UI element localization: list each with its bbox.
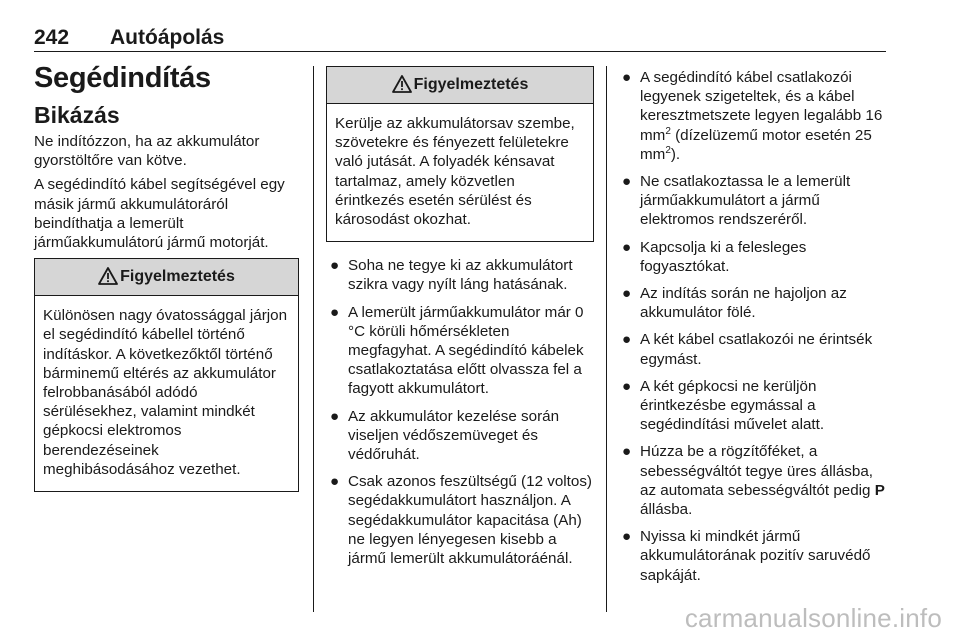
list-item-text: Az akkumulátor kezelése során viseljen védőszemüveget és védőruhát. bbox=[348, 407, 560, 464]
warning-title: Figyelmeztetés bbox=[120, 268, 235, 286]
list-item bbox=[618, 377, 888, 435]
list-item-text: Húzza be a rögzítőféket, a sebességváltót tegye üres állásba, az automata sebességváltót pedig bbox=[640, 443, 875, 499]
gear-position-label: P bbox=[874, 481, 885, 499]
section-title: Autóápolás bbox=[110, 26, 225, 49]
list-item-text: Csak azonos feszültségű (12 voltos) segédakkumulátort használjon. A segédakkumulátor kapacitása (Ah) ne legyen lényegesen kisebb a jármű lemerült akkumulátoráénál. bbox=[348, 473, 592, 568]
warning-triangle-icon bbox=[392, 75, 412, 93]
bullet-dot: ● bbox=[622, 285, 632, 303]
list-item-text: Az indítás során ne hajoljon az akkumulátor fölé. bbox=[640, 285, 847, 322]
column-3 bbox=[618, 68, 888, 593]
warning-box-2 bbox=[326, 66, 594, 242]
warning-header bbox=[327, 67, 593, 104]
list-item bbox=[618, 238, 888, 276]
list-item-text: A két gépkocsi ne kerüljön érintkezésbe egymással a segédindítási művelet alatt. bbox=[640, 377, 825, 434]
list-item-text: A segédindító kábel csatlakozói legyenek szigeteltek, és a kábel keresztmetszete legyen legalább 16 mm bbox=[640, 69, 883, 144]
list-item bbox=[326, 407, 594, 465]
list-item-text: A két kábel csatlakozói ne érintsék egymást. bbox=[640, 331, 873, 368]
bullet-dot: ● bbox=[622, 331, 632, 349]
list-item bbox=[326, 472, 594, 568]
list-item-text: ). bbox=[670, 145, 681, 163]
list-item bbox=[618, 330, 888, 368]
column-divider-2 bbox=[606, 66, 607, 612]
paragraph-2: A segédindító kábel segítségével egy másik jármű akkumulátoráról beindíthatja a lemerült járműakkumulátorú jármű motorját. bbox=[34, 176, 285, 252]
list-item bbox=[618, 172, 888, 230]
warning-title: Figyelmeztetés bbox=[413, 76, 529, 93]
bullet-list-col3 bbox=[618, 68, 888, 585]
list-item bbox=[618, 442, 888, 519]
column-2 bbox=[326, 66, 594, 576]
warning-header bbox=[35, 259, 298, 296]
list-item bbox=[326, 256, 594, 294]
column-1 bbox=[34, 58, 299, 492]
list-item-text: A lemerült járműakkumulátor már 0 °C körüli hőmérsékleten megfagyhat. A segédindító kábelek csatlakoztatása előtt olvassza fel a fagyott akkumulátort. bbox=[348, 303, 584, 398]
header-divider bbox=[34, 51, 886, 52]
list-item bbox=[618, 284, 888, 322]
watermark: carmanualsonline.info bbox=[684, 603, 942, 633]
list-item bbox=[326, 303, 594, 399]
list-item bbox=[618, 527, 888, 585]
list-item-text: Ne csatlakoztassa le a lemerült járműakkumulátort a jármű elektromos rendszeréről. bbox=[640, 173, 851, 229]
page-number: 242 bbox=[34, 26, 70, 49]
column-divider-1 bbox=[313, 66, 314, 612]
superscript: 2 bbox=[665, 144, 671, 156]
subsection-title: Bikázás bbox=[34, 102, 120, 128]
bullet-dot: ● bbox=[622, 443, 632, 461]
chapter-title: Segédindítás bbox=[34, 62, 211, 94]
warning-text: Különösen nagy óvatossággal járjon el segédindító kábellel történő indításkor. A következőktől történő bárminemű eltérés az akkumulátor felrobbanásából adódó sérülésekhez, valamint mindkét gépkocsi elektromos berendezéseinek meghibásodásához vezethet. bbox=[43, 307, 288, 478]
paragraph-1: Ne indítózzon, ha az akkumulátor gyorstöltőre van kötve. bbox=[34, 133, 260, 170]
bullet-dot: ● bbox=[622, 377, 632, 395]
list-item-text: Soha ne tegye ki az akkumulátort szikra vagy nyílt láng hatásának. bbox=[348, 257, 573, 294]
bullet-dot: ● bbox=[622, 238, 632, 256]
bullet-dot: ● bbox=[622, 528, 632, 546]
bullet-dot: ● bbox=[330, 257, 340, 275]
list-item-text: Nyissa ki mindkét jármű akkumulátorának pozitív saruvédő sapkáját. bbox=[640, 528, 871, 584]
warning-triangle-icon bbox=[98, 267, 118, 285]
superscript: 2 bbox=[665, 125, 671, 137]
bullet-dot: ● bbox=[622, 173, 632, 191]
warning-box-1 bbox=[34, 258, 299, 492]
list-item-text: (dízelüzemű motor esetén 25 mm bbox=[640, 126, 872, 163]
list-item-text: Kapcsolja ki a felesleges fogyasztókat. bbox=[640, 238, 807, 275]
bullet-list-col2 bbox=[326, 256, 594, 568]
bullet-dot: ● bbox=[330, 407, 340, 425]
list-item-text: állásba. bbox=[640, 501, 693, 519]
list-item bbox=[618, 68, 888, 164]
warning-text: Kerülje az akkumulátorsav szembe, szövetekre és fényezett felületekre való jutását. A folyadék kénsavat tartalmaz, amely közvetlen érintkezés esetén sérülést és károsodást okozhat. bbox=[335, 115, 575, 229]
bullet-dot: ● bbox=[330, 303, 340, 321]
bullet-dot: ● bbox=[330, 473, 340, 491]
bullet-dot: ● bbox=[622, 69, 632, 86]
